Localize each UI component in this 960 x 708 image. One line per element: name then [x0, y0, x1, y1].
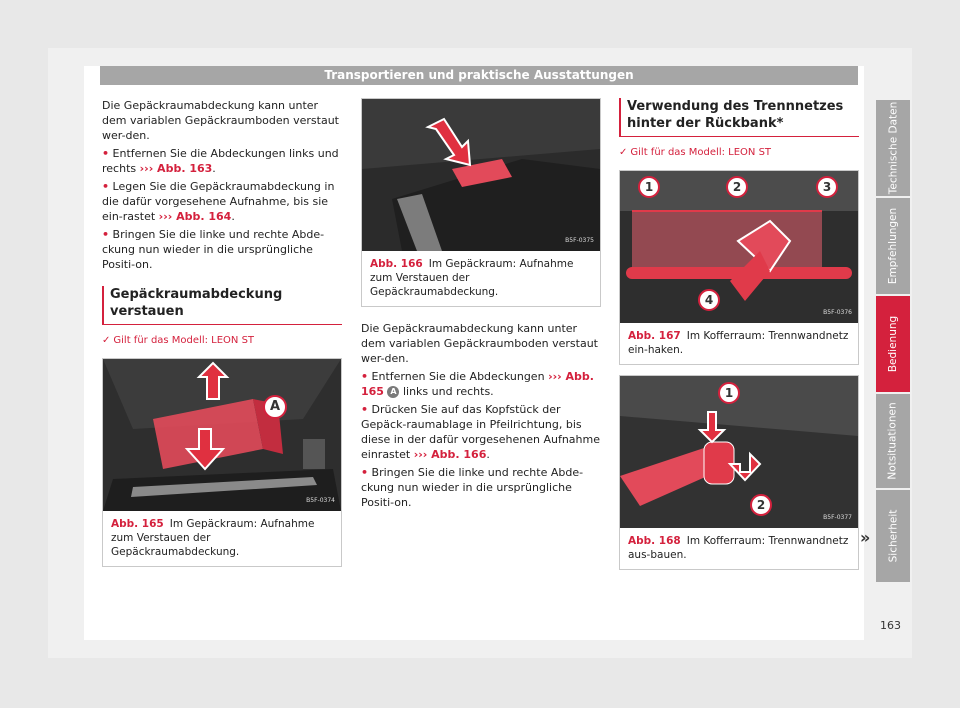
model-applicability: ✓ Gilt für das Modell: LEON ST: [619, 147, 772, 158]
bullet-text: Legen Sie die Gepäckraumabdeckung in die dafür vorgesehene Aufnahme, bis sie ein-rastet: [102, 180, 335, 223]
intro-text: Die Gepäckraumabdeckung kann unter dem variablen Gepäckraumboden verstaut wer-den.: [361, 322, 598, 365]
figure-link[interactable]: ››› Abb. 163: [139, 162, 213, 175]
figure-166: [361, 98, 601, 307]
trunk-cover-illustration: [103, 359, 341, 511]
figure-165: [102, 358, 342, 567]
tab-technische-daten[interactable]: Technische Daten: [876, 100, 910, 196]
figure-image: [362, 99, 600, 251]
figure-167: [619, 170, 859, 365]
bullet-item: • Entfernen Sie die Abdeckungen links und rechts ››› Abb. 163.: [102, 147, 339, 175]
model-applicability: ✓ Gilt für das Modell: LEON ST: [102, 335, 255, 346]
bullet-text: Bringen Sie die linke und rechte Abde-ckung nun wieder in die ursprüngliche Positi-on.: [102, 228, 325, 271]
bullet-item: • Bringen Sie die linke und rechte Abde-ckung nun wieder in die ursprüngliche Positi-on.: [361, 466, 584, 509]
check-icon: ✓: [102, 335, 111, 346]
callout-2-badge: 2: [750, 494, 772, 516]
continue-arrow-icon: »: [860, 528, 871, 547]
section-heading: Verwendung des Trennnetzes hinter der Rückbank*: [619, 98, 859, 137]
column-1: [102, 98, 342, 577]
figure-link[interactable]: ››› Abb. 165: [361, 370, 594, 398]
figure-caption: Abb. 167 Im Kofferraum: Trennwandnetz ein-haken.: [628, 330, 849, 356]
figure-168: [619, 375, 859, 570]
tab-sicherheit[interactable]: Sicherheit: [876, 490, 910, 582]
figure-caption: Abb. 168 Im Kofferraum: Trennwandnetz aus-bauen.: [628, 535, 849, 561]
bullet-item: • Entfernen Sie die Abdeckungen ››› Abb. 165 A links und rechts.: [361, 370, 594, 398]
figure-code: B5F-0374: [306, 497, 335, 504]
label-a-badge: A: [263, 395, 287, 419]
callout-4-badge: 4: [698, 289, 720, 311]
intro-text: Die Gepäckraumabdeckung kann unter dem variablen Gepäckraumboden verstaut wer-den.: [102, 99, 339, 142]
callout-3-badge: 3: [816, 176, 838, 198]
callout-2-badge: 2: [726, 176, 748, 198]
callout-1-badge: 1: [638, 176, 660, 198]
check-icon: ✓: [619, 147, 628, 158]
bullet-item: • Bringen Sie die linke und rechte Abde-ckung nun wieder in die ursprüngliche Positi-on.: [102, 228, 325, 271]
tab-empfehlungen[interactable]: Empfehlungen: [876, 198, 910, 294]
bullet-item: • Legen Sie die Gepäckraumabdeckung in die dafür vorgesehene Aufnahme, bis sie ein-rastet ››› Abb. 164.: [102, 180, 335, 223]
net-remove-illustration: [620, 376, 858, 528]
callout-1-badge: 1: [718, 382, 740, 404]
bullet-item: • Drücken Sie auf das Kopfstück der Gepäck-raumablage in Pfeilrichtung, bis diese in der dafür vorgesehenen Aufnahme einrastet ››› Abb. 166.: [361, 403, 600, 461]
column-3: [619, 98, 859, 580]
figure-image: [620, 376, 858, 528]
figure-link[interactable]: ››› Abb. 164: [158, 210, 232, 223]
section-heading: Gepäckraumabdeckung verstauen: [102, 286, 342, 325]
figure-caption: Abb. 166 Im Gepäckraum: Aufnahme zum Verstauen der Gepäckraumabdeckung.: [370, 258, 574, 298]
label-a-badge: A: [387, 386, 399, 398]
figure-link[interactable]: ››› Abb. 166: [413, 448, 487, 461]
tab-bedienung[interactable]: Bedienung: [876, 296, 910, 392]
column-2: [361, 98, 601, 513]
figure-code: B5F-0377: [823, 514, 852, 521]
page-header: Transportieren und praktische Ausstattungen: [100, 66, 858, 85]
figure-image: [620, 171, 858, 323]
figure-code: B5F-0376: [823, 309, 852, 316]
page-number: 163: [880, 619, 901, 632]
bullet-text: Entfernen Sie die Abdeckungen links und rechts: [102, 147, 339, 175]
figure-image: [103, 359, 341, 511]
tab-notsituationen[interactable]: Notsituationen: [876, 394, 910, 488]
figure-caption: Abb. 165 Im Gepäckraum: Aufnahme zum Verstauen der Gepäckraumabdeckung.: [111, 518, 315, 558]
figure-code: B5F-0375: [565, 237, 594, 244]
trunk-mount-illustration: [362, 99, 600, 251]
